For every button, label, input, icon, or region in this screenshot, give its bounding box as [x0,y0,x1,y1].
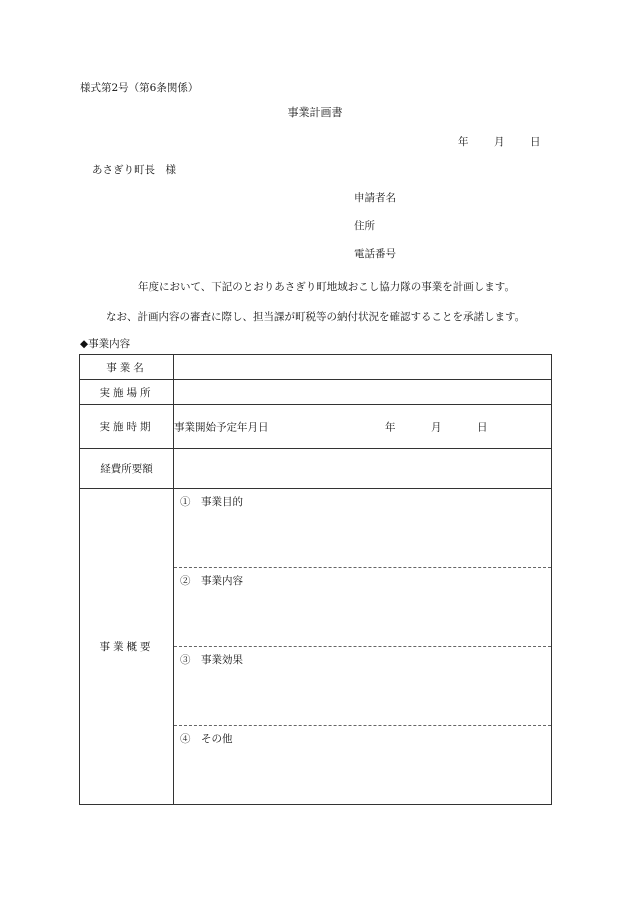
start-month-label: 月 [431,421,442,433]
applicant-name-label: 申請者名 [354,192,396,204]
addressee: あさぎり町長 様 [92,164,176,176]
project-details-table [79,354,552,805]
table-row-period [80,405,552,449]
overview-other-field[interactable] [174,726,551,804]
location-field[interactable] [174,380,552,405]
applicant-phone-label: 電話番号 [354,248,396,260]
table-row-overview [80,489,552,805]
overview-other-label: ④ その他 [180,733,233,745]
document-title: 事業計画書 [287,106,343,119]
start-year-label: 年 [385,421,396,433]
period-label: 実施時期 [80,405,174,449]
section-heading: ◆事業内容 [80,338,131,350]
overview-content-label: ② 事業内容 [180,575,243,587]
start-date-label: 事業開始予定年月日 [174,421,269,433]
overview-effect-label: ③ 事業効果 [180,654,243,666]
date-month-label: 月 [494,136,505,148]
overview-effect-field[interactable] [174,647,551,726]
expense-label: 経費所要額 [80,449,174,489]
table-row-location [80,380,552,405]
overview-label: 事業概要 [80,489,174,805]
consent-statement: なお、計画内容の審査に際し、担当課が町税等の納付状況を確認することを承諾します。 [106,311,526,323]
overview-purpose-field[interactable] [174,489,551,568]
applicant-address-label: 住所 [354,220,375,232]
project-name-label: 事業名 [80,355,174,380]
form-number: 様式第2号（第6条関係） [80,82,199,94]
date-year-label: 年 [458,136,469,148]
expense-field[interactable] [174,449,552,489]
overview-purpose-label: ① 事業目的 [180,496,243,508]
project-name-field[interactable] [174,355,552,380]
period-field[interactable] [174,405,552,449]
start-day-label: 日 [477,421,488,433]
date-day-label: 日 [530,136,541,148]
table-row-expense [80,449,552,489]
overview-cell [174,489,552,805]
table-row-project-name [80,355,552,380]
overview-content-field[interactable] [174,568,551,647]
location-label: 実施場所 [80,380,174,405]
plan-statement: 年度において、下記のとおりあさぎり町地域おこし協力隊の事業を計画します。 [138,281,515,293]
